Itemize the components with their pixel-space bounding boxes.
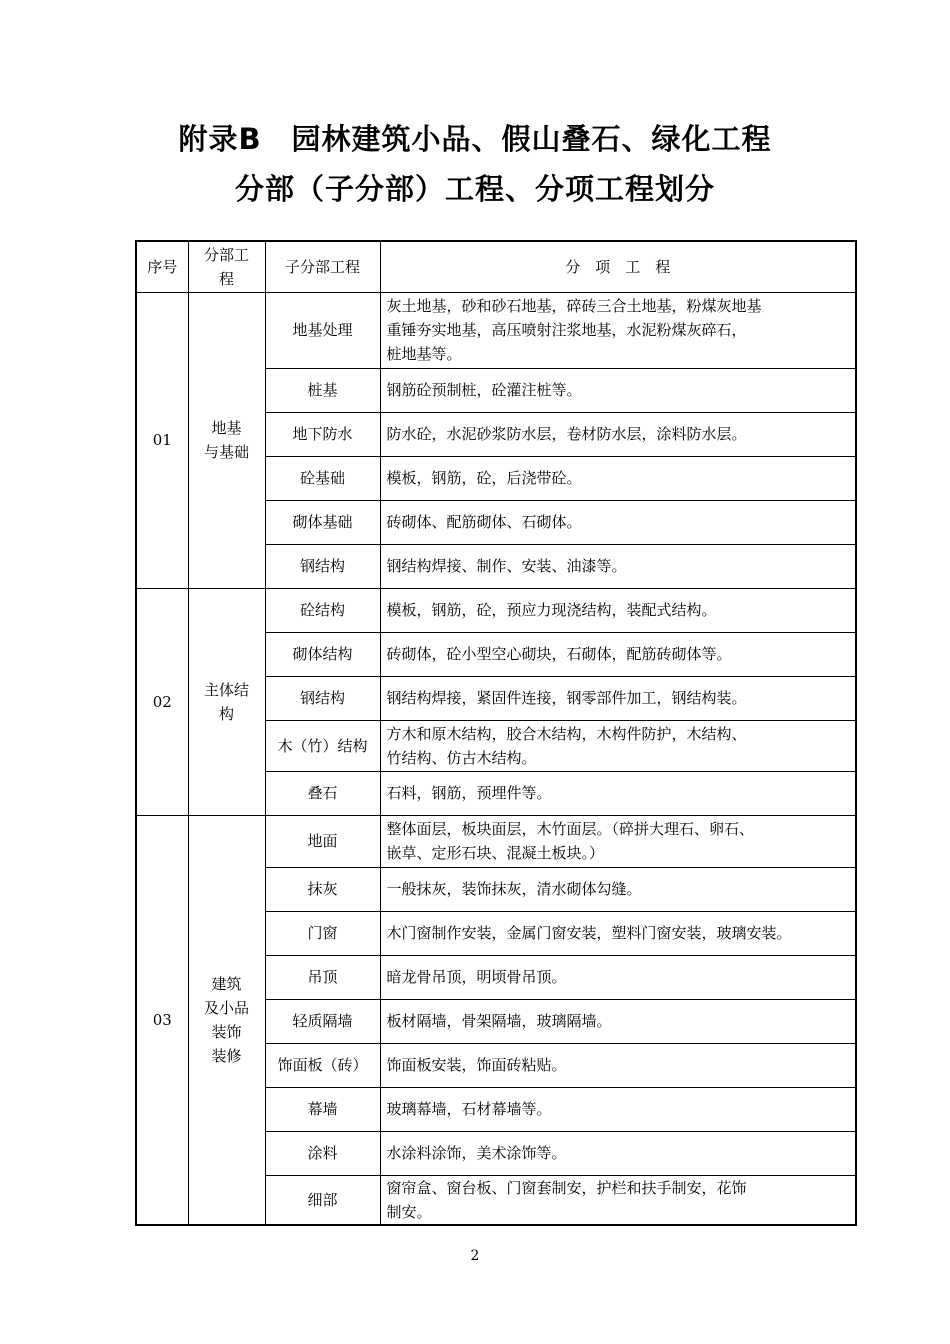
appendix-title-line2: 分部（子分部）工程、分项工程划分 (234, 172, 715, 206)
items-cell: 石料，钢筋，预埋件等。 (380, 771, 856, 815)
items-cell: 整体面层，板块面层，木竹面层。（碎拼大理石、卵石、 嵌草、定形石块、混凝土板块。） (380, 815, 856, 867)
subdivision-cell: 吊顶 (265, 955, 380, 999)
header-division: 分部工 程 (188, 241, 265, 292)
header-no: 序号 (136, 241, 188, 292)
header-items: 分 项 工 程 (380, 241, 856, 292)
header-subdivision: 子分部工程 (265, 241, 380, 292)
subdivision-cell: 砼基础 (265, 456, 380, 500)
page-number: 2 (470, 1248, 480, 1264)
subdivision-cell: 地基处理 (265, 292, 380, 368)
group-no: 03 (136, 815, 188, 1225)
subdivision-cell: 涂料 (265, 1131, 380, 1175)
subdivision-cell: 砼结构 (265, 588, 380, 632)
items-cell: 窗帘盒、窗台板、门窗套制安，护栏和扶手制安，花饰 制安。 (380, 1175, 856, 1225)
subdivision-cell: 轻质隔墙 (265, 999, 380, 1043)
items-cell: 灰土地基，砂和砂石地基，碎砖三合土地基，粉煤灰地基 重锤夯实地基，高压喷射注浆地基，水泥粉煤灰碎石， 桩地基等。 (380, 292, 856, 368)
items-cell: 钢结构焊接、制作、安装、油漆等。 (380, 544, 856, 588)
group-no: 02 (136, 588, 188, 815)
items-cell: 方木和原木结构，胶合木结构，木构件防护，木结构、 竹结构、仿古木结构。 (380, 720, 856, 771)
group-name: 地基 与基础 (188, 292, 265, 588)
subdivision-cell: 抹灰 (265, 867, 380, 911)
items-cell: 玻璃幕墙，石材幕墙等。 (380, 1087, 856, 1131)
items-cell: 砖砌体，砼小型空心砌块，石砌体，配筋砖砌体等。 (380, 632, 856, 676)
subdivision-cell: 桩基 (265, 368, 380, 412)
items-cell: 一般抹灰，装饰抹灰，清水砌体勾缝。 (380, 867, 856, 911)
table-row (136, 815, 856, 867)
table-row (136, 292, 856, 368)
division-table (135, 240, 857, 1226)
subdivision-cell: 木（竹）结构 (265, 720, 380, 771)
items-cell: 钢结构焊接，紧固件连接，钢零部件加工，钢结构装。 (380, 676, 856, 720)
items-cell: 模板，钢筋，砼，后浇带砼。 (380, 456, 856, 500)
subdivision-cell: 地面 (265, 815, 380, 867)
table-header-row (136, 241, 856, 292)
subdivision-cell: 饰面板（砖） (265, 1043, 380, 1087)
subdivision-cell: 钢结构 (265, 544, 380, 588)
items-cell: 水涂料涂饰，美术涂饰等。 (380, 1131, 856, 1175)
group-no: 01 (136, 292, 188, 588)
subdivision-cell: 门窗 (265, 911, 380, 955)
subdivision-cell: 钢结构 (265, 676, 380, 720)
subdivision-cell: 砌体基础 (265, 500, 380, 544)
subdivision-cell: 细部 (265, 1175, 380, 1225)
subdivision-cell: 砌体结构 (265, 632, 380, 676)
subdivision-cell: 叠石 (265, 771, 380, 815)
group-name: 建筑 及小品 装饰 装修 (188, 815, 265, 1225)
table-row (136, 588, 856, 632)
appendix-title-line1: 附录B 园林建筑小品、假山叠石、绿化工程 (178, 122, 772, 156)
subdivision-cell: 幕墙 (265, 1087, 380, 1131)
items-cell: 饰面板安装，饰面砖粘贴。 (380, 1043, 856, 1087)
subdivision-cell: 地下防水 (265, 412, 380, 456)
items-cell: 暗龙骨吊顶，明顷骨吊顶。 (380, 955, 856, 999)
items-cell: 模板，钢筋，砼，预应力现浇结构，装配式结构。 (380, 588, 856, 632)
group-name: 主体结 构 (188, 588, 265, 815)
items-cell: 钢筋砼预制桩，砼灌注桩等。 (380, 368, 856, 412)
items-cell: 板材隔墙，骨架隔墙，玻璃隔墙。 (380, 999, 856, 1043)
items-cell: 砖砌体、配筋砌体、石砌体。 (380, 500, 856, 544)
items-cell: 防水砼，水泥砂浆防水层，卷材防水层，涂料防水层。 (380, 412, 856, 456)
items-cell: 木门窗制作安装，金属门窗安装，塑料门窗安装，玻璃安装。 (380, 911, 856, 955)
